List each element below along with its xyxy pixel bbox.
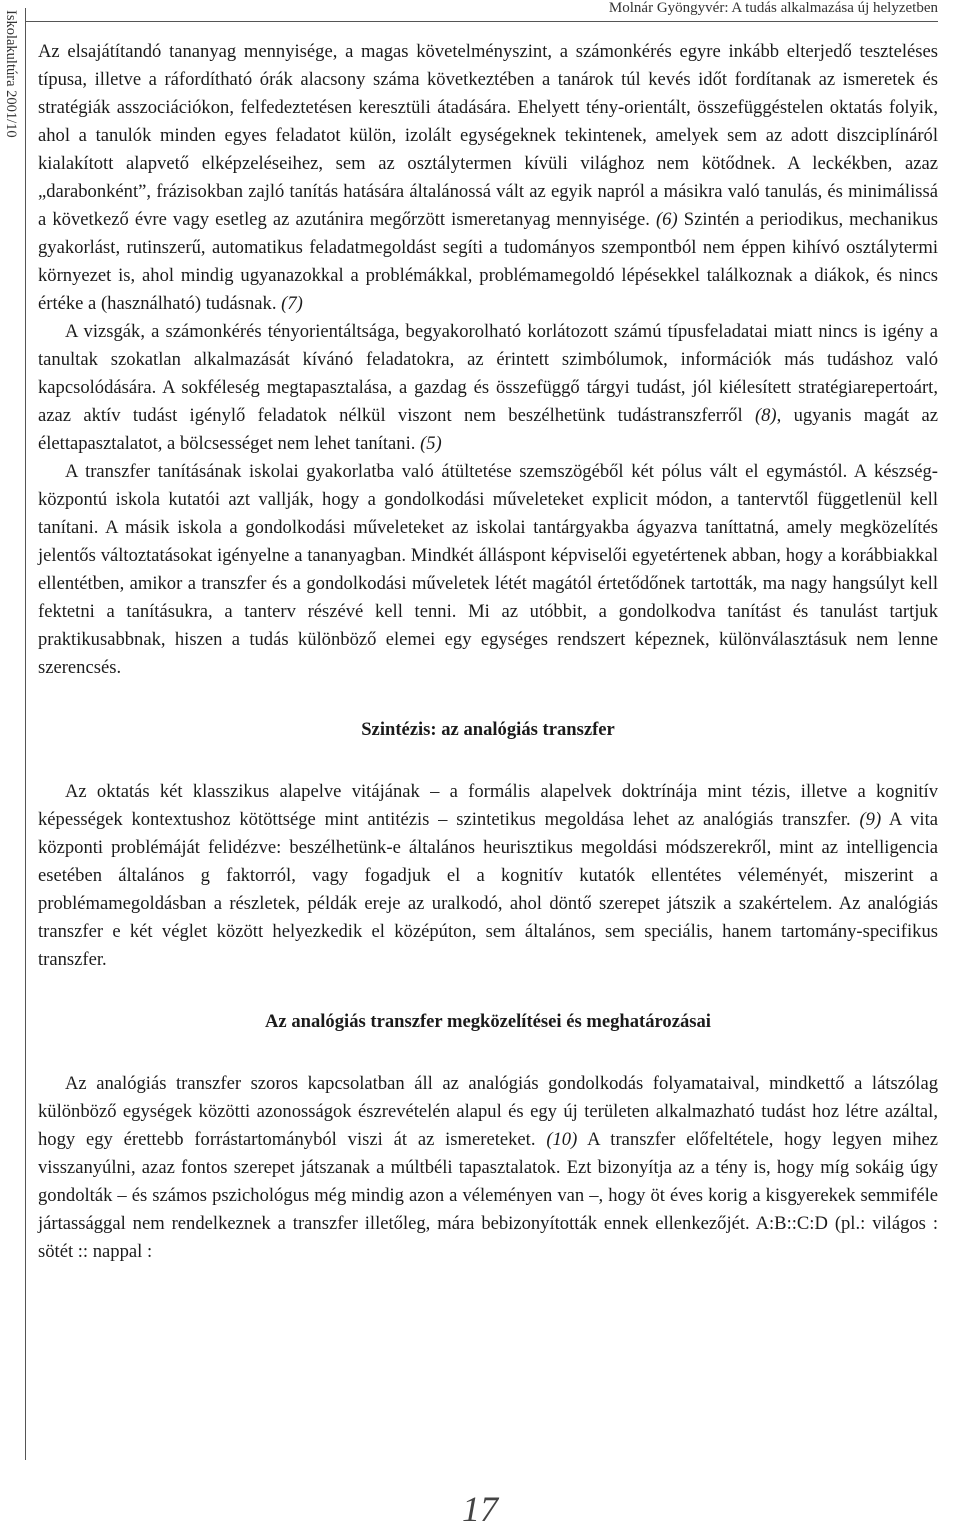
paragraph-approaches xyxy=(38,1070,938,1266)
journal-side-label-text: Iskolakultúra 2001/10 xyxy=(3,10,19,138)
header-rule xyxy=(25,21,938,22)
journal-side-label xyxy=(0,10,24,170)
reference-marker: (9) xyxy=(859,809,882,830)
text-run: Az analógiás transzfer szoros kapcsolatban áll az analógiás gondolkodás folyamataival, mindkettő a látszólag különböző egységek közötti azonosságok észrevételén alapul és egy új területen alkalmazható tudást hoz létre azáltal, hogy egy érettebb forrástartományból viszi át az ismereteket. xyxy=(38,1073,938,1150)
section-heading-approaches: Az analógiás transzfer megközelítései és meghatározásai xyxy=(265,1011,711,1032)
text-run: Szintén a periodikus, mechanikus gyakorlást, rutinszerű, automatikus feladatmegoldást segíti a tudományos szempontból nem éppen kihívó osztálytermi környezet is, ahol mindig ugyanazokkal a problémákkal, problémamegoldó lépésekkel találkoznak a diákok, és nincs értéke a (használható) tudásnak. xyxy=(38,209,938,314)
text-run: A vizsgák, a számonkérés tényorientáltsága, begyakorolható korlátozott számú típusfeladatai miatt nincs is igény a tanultak szokatlan alkalmazását kívánó feladatokra, az érintett szimbólumok, információk más tudáshoz való kapcsolódására. A sokféleség megtapasztalása, a gazdag és összefüggő tárgyi tudást, jól kiélesített stratégiarepertoárt, azaz aktív tudást igénylő feladatok nélkül viszont nem beszélhetünk tudástranszferről xyxy=(38,321,938,426)
reference-marker: (8) xyxy=(754,405,777,426)
text-run: A transzfer tanításának iskolai gyakorlatba való átültetése szemszögéből két pólus vált el egymástól. A készség-központú iskola kutatói azt vallják, hogy a gondolkodási műveleteket explicit módon, a tantervtől függetlenül kell tanítani. A másik iskola a gondolkodási műveleteket az iskolai tantárgyakba ágyazva taníttatná, amely megközelítés jelentős változtatásokat igényelne a tananyagban. Mindkét álláspont képviselői egyetértenek abban, hogy a korábbiakkal ellentétben, amikor a transzfer és a gondolkodási műveletek létét magától értetődőnek tartották, ma nagy hangsúlyt kell fektetni a tanításukra, a tanterv részévé kell tenni. Mi az utóbbit, a gondolkodva tanítást és tanulást tartjuk praktikusabbnak, hiszen a tudás különböző elemei egy egységes rendszert képeznek, különválasztásuk nem lenne szerencsés. xyxy=(38,461,938,678)
text-run: A vita központi problémáját felidézve: beszélhetünk-e általános heurisztikus megoldási módszerekről, mint az intelligencia esetében általános g faktorról, vagy fogadjuk el a kognitív kutatók ellentétes véleményét, miszerint a problémamegoldásban a részletek, példák ereje az uralkodó, ahol döntő szerepet játszik a szakértelem. Az analógiás transzfer e két véglet között helyezkedik el középúton, sem általános, sem speciális, hanem tartomány-specifikus transzfer. xyxy=(38,809,938,970)
paragraph-synthesis xyxy=(38,778,938,974)
reference-marker: (7) xyxy=(281,293,303,314)
paragraph-2 xyxy=(38,318,938,458)
reference-marker: (5) xyxy=(420,433,442,454)
text-run: Az elsajátítandó tananyag mennyisége, a magas követelményszint, a számonkérés egyre inkább elterjedő teszteléses típusa, illetve a ráfordítható órák alacsony száma következtében a tanárok túl kevés időt fordítanak az ismeretek és stratégiák asszociációkon, felfedeztetésen keresztüli átadására. Ehelyett tény-orientált, összefüggéstelen oktatás folyik, ahol a tanulók minden egyes feladatot külön, izolált egységeknek tekintenek, amelyek sem az adott diszciplínáról kialakított alapvető elképzeléseihez, sem az osztálytermen kívüli világhoz nem kötődnek. A leckékben, azaz „darabonként”, frázisokban zajló tanítás hatására általánossá vált az egyik napról a másikra való tanulás, és minimálissá a következő évre vagy esetleg az azutánira megőrzött ismeretanyag mennyisége. xyxy=(38,41,938,230)
paragraph-3 xyxy=(38,458,938,682)
page-body xyxy=(38,38,938,1266)
running-head: Molnár Gyöngyvér: A tudás alkalmazása új helyzetben xyxy=(608,0,938,16)
section-heading-synthesis: Szintézis: az analógiás transzfer xyxy=(361,719,615,740)
text-run: A transzfer előfeltétele, hogy legyen mihez visszanyúlni, azaz fontos szerepet játszanak a múltbéli tapasztalatok. Ezt bizonyítja az a tény is, hogy míg sokáig úgy gondolták – és számos pszichológus még mindig azon a véleményen van –, hogy öt éves korig a kisgyerekek semmiféle jártassággal nem rendelkeznek a transzfer illetőleg, mára bebizonyították ennek ellenkezőjét. A:B::C:D (pl.: világos : sötét :: nappal : xyxy=(38,1129,938,1262)
text-run: Az oktatás két klasszikus alapelve vitájának – a formális alapelvek doktrínája mint tézis, illetve a kognitív képességek kontextushoz kötöttsége mint antitézis – szintetikus megoldása lehet az analógiás transzfer. xyxy=(38,781,938,830)
text-run: , ugyanis magát az élettapasztalatot, a bölcsességet nem lehet tanítani. xyxy=(38,405,939,454)
reference-marker: (10) xyxy=(546,1129,578,1150)
reference-marker: (6) xyxy=(655,209,678,230)
side-rule xyxy=(25,8,26,1460)
paragraph-1 xyxy=(38,38,938,318)
page-number: 17 xyxy=(462,1489,498,1529)
